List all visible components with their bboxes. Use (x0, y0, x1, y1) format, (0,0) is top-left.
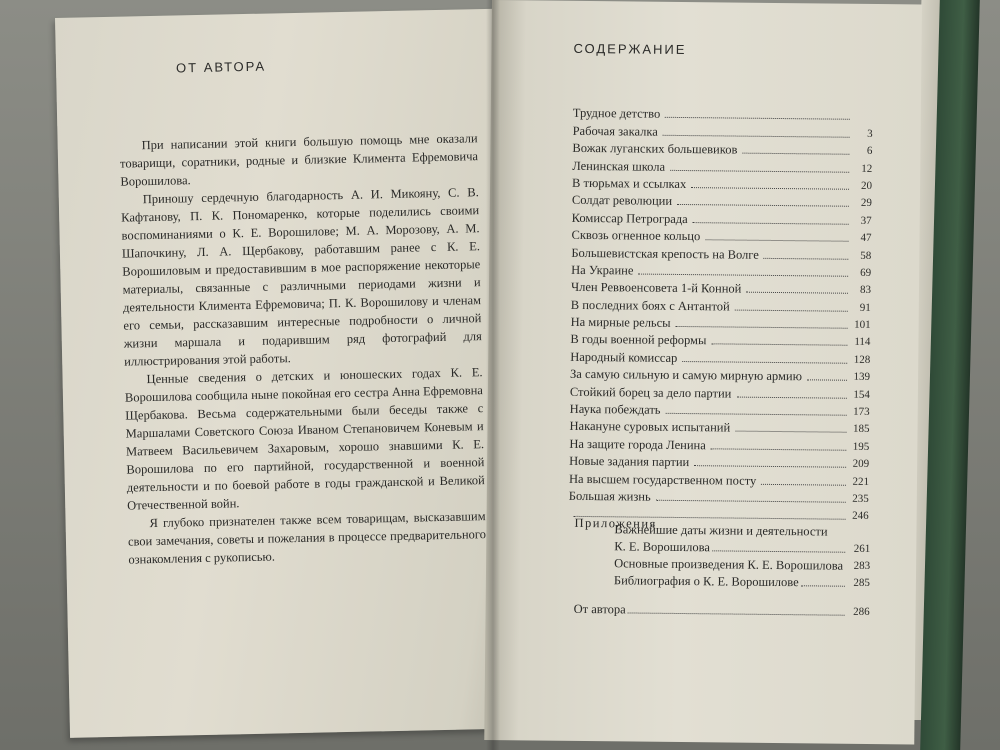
toc-item-title: На защите города Ленина (569, 436, 706, 453)
toc-item-title: На Украине (571, 262, 634, 278)
toc-item-page: 173 (853, 405, 870, 419)
leader-dots (676, 326, 848, 329)
toc-item-page: 101 (854, 318, 871, 332)
toc-item-title: Важнейшие даты жизни и деятельности (614, 522, 828, 539)
toc-item-page: 6 (866, 145, 873, 158)
toc-item-page: 246 (852, 510, 869, 523)
paragraph: Ценные сведения о детских и юношеских годах К. Е. Ворошилова сообщила ныне покойная его сестра Анна Ефремовна Щербакова. Весьма содержательными были беседы также с Маршалами Советского Союза Иваном Степановичем Коневым и Матвеем Васильевичем Захаровым, хорошо знавшими К. Е. Ворошилова по его партийной, государственной и военной деятельности и по боевой работе в годы гражданской и Великой Отечественной войн. (124, 365, 485, 513)
toc-item-title: В последних боях с Антантой (570, 297, 730, 314)
toc-item-page: 283 (853, 559, 871, 572)
leader-dots (761, 483, 846, 485)
toc-item-title: Накануне суровых испытаний (569, 419, 731, 435)
toc-item-page: 221 (852, 475, 870, 488)
toc-item-page: 128 (853, 353, 871, 366)
leader-dots (736, 396, 846, 398)
toc-item-title: На мирные рельсы (570, 314, 671, 330)
right-page (484, 0, 922, 744)
leader-dots (666, 413, 847, 416)
toc-item-page: 58 (860, 249, 872, 262)
toc-item-title: Рабочая закалка (572, 123, 658, 139)
toc-item-page: 114 (854, 336, 871, 349)
toc-item-title: Наука побеждать (569, 401, 661, 417)
contents-heading: СОДЕРЖАНИЕ (573, 40, 687, 58)
toc-item-title: Стойкий борец за дело партии (569, 384, 732, 401)
toc-item-title: Ленинская школа (572, 158, 666, 174)
leader-dots (677, 204, 849, 207)
toc-item-page: 29 (860, 197, 872, 210)
leader-dots (712, 550, 845, 552)
toc-item-page: 261 (853, 542, 871, 555)
toc-item-title: К. Е. Ворошилова (614, 539, 711, 555)
toc-item-title: От автора (573, 601, 626, 617)
toc-item-page: 12 (861, 162, 873, 175)
toc-item-page: 209 (852, 458, 870, 471)
book-gutter-shadow (486, 0, 500, 750)
leader-dots (665, 117, 850, 120)
leader-dots (693, 222, 849, 225)
leader-dots (682, 361, 847, 364)
toc-item-title: В годы военной реформы (570, 332, 707, 348)
leader-dots (628, 612, 845, 615)
toc-item-page: 3 (867, 127, 873, 140)
toc-item-title: Трудное детство (572, 106, 661, 122)
paragraph: Приношу сердечную благодарность А. И. Микояну, С. В. Кафтанову, П. К. Пономаренко, которые поделились своими воспоминаниями о К. Е. Ворошилове; М. А. Морозову, А. М. Шапочкину, Л. А. Щербакову, работавшим ранее с К. Е. Ворошиловым и предоставившим в мое распоряжение некоторые материалы, связанные с различными периодами жизни и деятельности Климента Ефремовича; П. К. Ворошилову и членам его семьи, рассказавшим интересные подробности о личной жизни маршала и подарившим ряд фотографий для иллюстрирования этой работы. (121, 185, 482, 369)
paragraph: При написании этой книги большую помощь мне оказали товарищи, соратники, родные и близкие Климента Ефремовича Ворошилова. (119, 131, 479, 189)
leader-dots (742, 153, 849, 155)
appendix-list (614, 521, 871, 592)
toc-item-title: Комиссар Петрограда (571, 210, 688, 226)
leader-dots (694, 465, 846, 468)
table-of-contents (569, 105, 873, 525)
toc-item-page: 285 (853, 576, 870, 589)
toc-item-title: Член Реввоенсовета 1-й Конной (570, 280, 742, 296)
toc-item-page: 235 (852, 492, 869, 505)
leader-dots (711, 448, 847, 450)
paragraph: Я глубоко признателен также всем товарищам, высказавшим свои замечания, советы и пожелания в процессе предварительного ознакомления с рукописью. (127, 509, 487, 567)
leader-dots (807, 380, 847, 381)
toc-item-page: 195 (852, 440, 870, 453)
toc-item (614, 572, 870, 592)
leader-dots (670, 169, 849, 172)
toc-item-page: 47 (860, 231, 872, 245)
toc-item (574, 601, 870, 621)
leader-dots (638, 273, 848, 276)
toc-item-title: Солдат революции (571, 193, 673, 209)
toc-item-page: 286 (853, 605, 870, 618)
toc-item-page: 185 (852, 423, 870, 436)
leader-dots (801, 585, 845, 586)
toc-item-title: Новые задания партии (569, 454, 690, 470)
left-page (55, 8, 528, 737)
leader-dots (711, 344, 847, 346)
toc-item-title: Сквозь огненное кольцо (571, 227, 701, 244)
leader-dots (735, 431, 846, 433)
leader-dots (735, 309, 848, 311)
leader-dots (656, 500, 846, 503)
toc-item-title: Народный комиссар (570, 349, 678, 365)
author-preface-text (119, 129, 486, 568)
leader-dots (663, 135, 850, 138)
toc-item-page: 139 (853, 371, 871, 384)
toc-item-title: Библиография о К. Е. Ворошилове (613, 573, 799, 590)
toc-item-page: 154 (853, 388, 870, 401)
leader-dots (764, 257, 849, 259)
appendix-author (574, 601, 870, 621)
toc-item-page: 91 (859, 301, 871, 314)
appendix-heading: Приложения (574, 515, 657, 531)
left-page-heading: ОТ АВТОРА (175, 58, 267, 76)
toc-item-page: 37 (860, 214, 872, 227)
toc-item-title: Большевистская крепость на Волге (571, 245, 759, 262)
toc-item-title: На высшем государственном посту (568, 471, 757, 488)
toc-item-title: Основные произведения К. Е. Ворошилова (614, 556, 844, 573)
toc-item-title: Большая жизнь (568, 488, 651, 504)
toc-item-title: За самую сильную и самую мирную армию (570, 367, 803, 384)
toc-item-page: 69 (860, 266, 872, 279)
toc-item-page: 83 (859, 284, 872, 297)
toc-item-title: В тюрьмах и ссылках (572, 175, 687, 191)
leader-dots (705, 239, 848, 242)
toc-item-title: Вожак луганских большевиков (572, 141, 738, 157)
leader-dots (691, 187, 849, 190)
toc-item-page: 20 (861, 179, 873, 192)
leader-dots (746, 292, 848, 294)
